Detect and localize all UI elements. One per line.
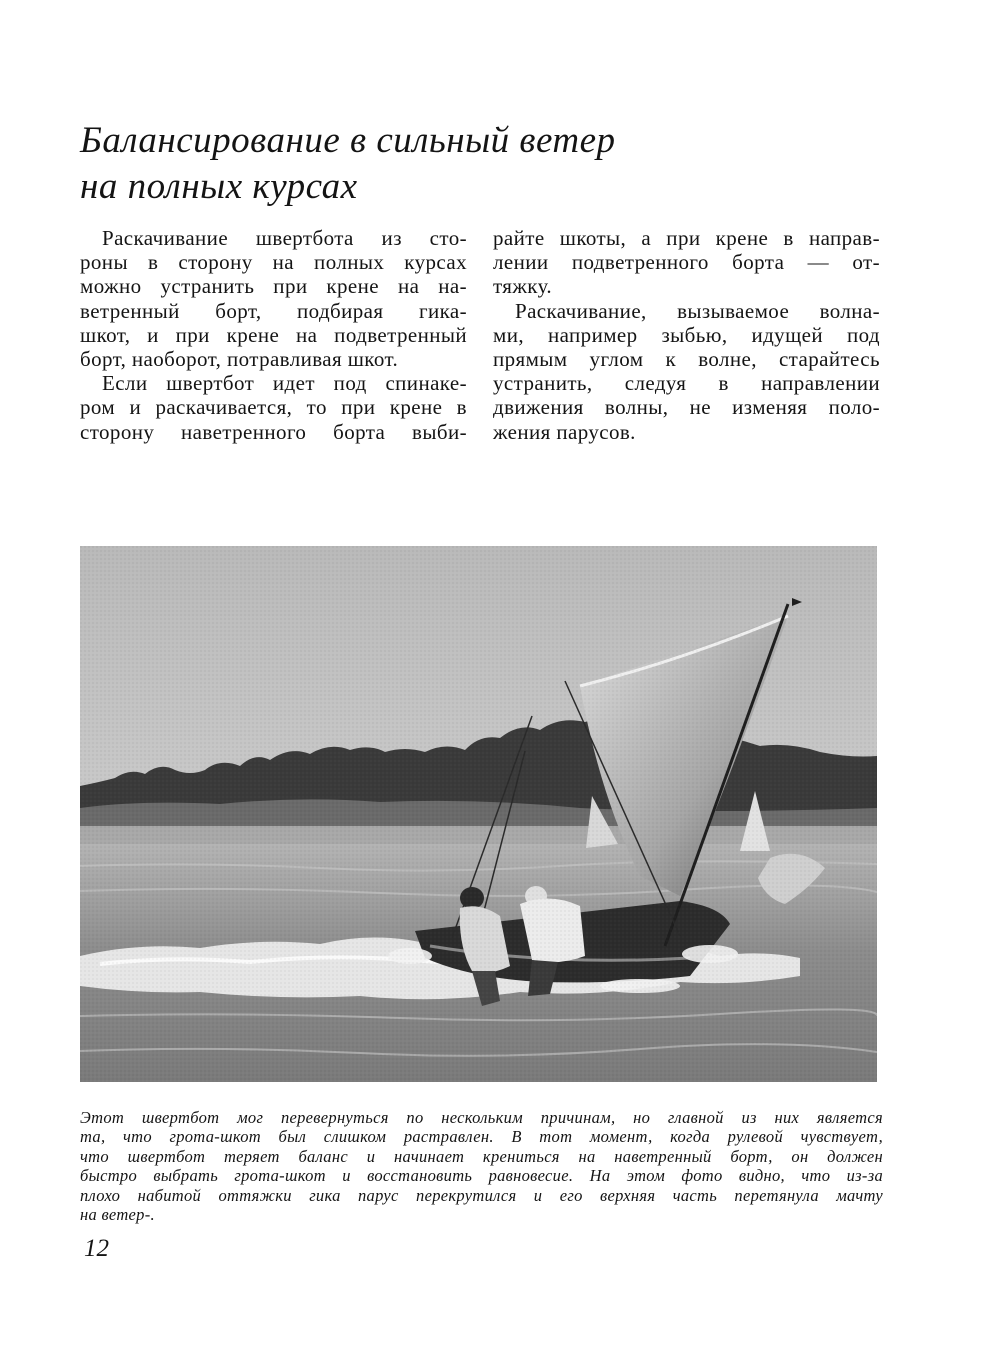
text-line: движения волны, не изменяя поло- <box>493 395 880 420</box>
text-line: прямым углом к волне, старайтесь <box>493 346 880 371</box>
text-line: Раскачивание, вызываемое волна- <box>515 298 880 323</box>
text-column-left <box>80 226 467 444</box>
caption-line: на ветер-. <box>80 1204 155 1224</box>
text-line: устранить, следуя в направлении <box>493 371 880 396</box>
photo-caption <box>80 1108 883 1224</box>
caption-line: быстро выбрать грота-шкот и восстановить равновесие. На этом фото видно, что из-за <box>80 1166 883 1186</box>
sailing-dinghy-photo <box>80 546 877 1082</box>
caption-line: что швертбот теряет баланс и начинает крениться на наветренный борт, он должен <box>80 1146 883 1166</box>
text-line: можно устранить при крене на на- <box>80 274 467 299</box>
text-line: сторону наветренного борта выби- <box>80 419 467 444</box>
text-column-right <box>493 226 880 444</box>
text-line: ветренный борт, подбирая гика- <box>80 298 467 323</box>
text-line: роны в сторону на полных курсах <box>80 250 467 275</box>
text-line: Если швертбот идет под спинаке- <box>102 371 467 396</box>
text-line: жения парусов. <box>493 419 636 444</box>
page-number: 12 <box>84 1235 109 1262</box>
text-line: ми, например зыбью, идущей под <box>493 322 880 347</box>
caption-line: Этот швертбот мог перевернуться по нескольким причинам, но главной из них является <box>80 1108 883 1127</box>
caption-line: плохо набитой оттяжки гика парус перекрутился и его верхняя часть перетянула мачту <box>80 1185 883 1205</box>
text-line: райте шкоты, а при крене в направ- <box>493 226 880 250</box>
text-line: ром и раскачивается, то при крене в <box>80 395 467 420</box>
title-line-1: Балансирование в сильный ветер <box>80 120 616 161</box>
caption-line: та, что грота-шкот был слишком растравлен. В тот момент, когда рулевой чувствует, <box>80 1127 883 1147</box>
text-line: тяжку. <box>493 274 553 299</box>
text-line: лении подветренного борта — от- <box>493 250 880 275</box>
title-line-2: на полных курсах <box>80 166 358 207</box>
text-line: шкот, и при крене на подветренный <box>80 322 467 347</box>
page-title <box>80 118 780 210</box>
text-line: Раскачивание швертбота из сто- <box>102 226 467 250</box>
text-line: борт, наоборот, потравливая шкот. <box>80 346 399 371</box>
